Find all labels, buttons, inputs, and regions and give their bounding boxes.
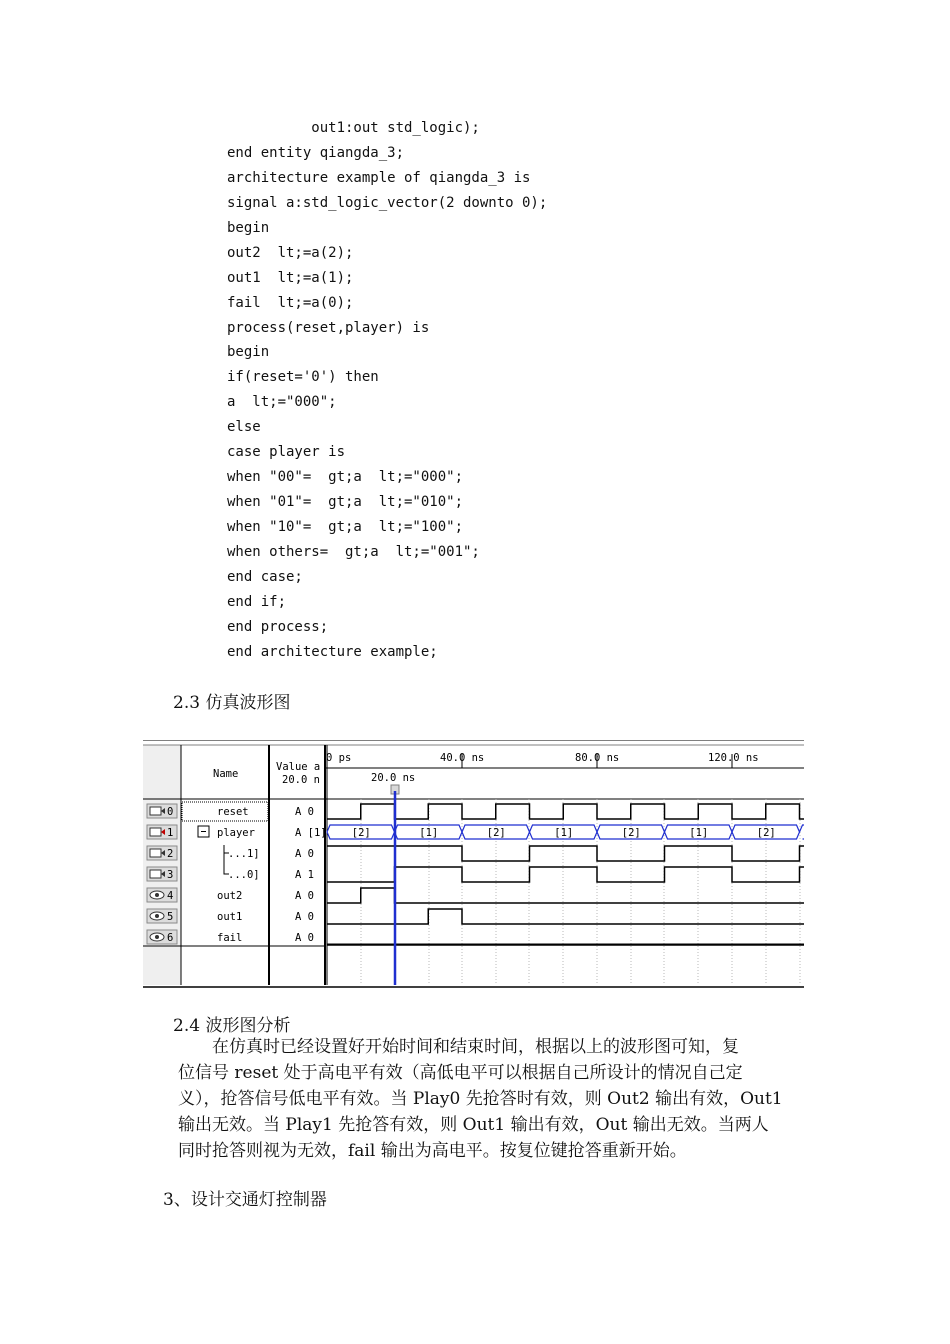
player-bit0-waveform — [327, 867, 804, 882]
code-line: begin — [227, 219, 270, 236]
code-line: when "00"= gt;a lt;="000"; — [227, 469, 464, 486]
signal-value-3: A 1 — [295, 869, 314, 881]
name-column-header: Name — [213, 768, 239, 780]
row-index-label: 1 — [167, 827, 174, 839]
analysis-paragraph — [178, 1034, 818, 1164]
waveform-viewer — [143, 740, 804, 988]
row-index-label: 6 — [167, 932, 174, 944]
code-line: out1:out std_logic); — [227, 120, 480, 136]
input-pin-icon — [150, 828, 161, 836]
player-bus-label: [1] — [419, 827, 439, 839]
signal-name-5: out1 — [217, 911, 243, 923]
code-line: end architecture example; — [227, 643, 438, 660]
signal-value-6: A 0 — [295, 932, 314, 944]
code-line: else — [227, 419, 261, 436]
code-line: if(reset='0') then — [227, 369, 379, 386]
paragraph-line: 义），抢答信号低电平有效。当 Play0 先抢答时有效，则 Out2 输出有效，Out1 — [178, 1089, 783, 1109]
time-tick-2: 80.0 ns — [575, 752, 620, 764]
code-line: when "01"= gt;a lt;="010"; — [227, 494, 464, 511]
code-line: a lt;="000"; — [227, 394, 337, 411]
player-bus-label: [2] — [621, 827, 641, 839]
signal-name-0: reset — [217, 806, 249, 818]
code-line: case player is — [227, 444, 346, 461]
row-index-label: 2 — [167, 848, 174, 860]
player-bus-label: [2] — [756, 827, 776, 839]
code-line: end process; — [227, 618, 329, 635]
time-tick-0: 0 ps — [326, 752, 352, 764]
signal-name-3: ...0] — [228, 869, 260, 881]
section-heading-2-4: 2.4 波形图分析 — [173, 1016, 291, 1036]
signal-name-6: fail — [217, 932, 243, 944]
output-pin-dot-icon — [155, 935, 159, 939]
row-index-label: 5 — [167, 911, 174, 923]
row-index-label: 0 — [167, 806, 174, 818]
code-line: out1 lt;=a(1); — [227, 269, 354, 286]
player-bit1-waveform — [327, 846, 804, 861]
output-pin-dot-icon — [155, 893, 159, 897]
code-line: architecture example of qiangda_3 is — [227, 169, 531, 186]
value-column-header: Value a — [276, 761, 321, 773]
code-line: out2 lt;=a(2); — [227, 244, 354, 261]
code-line: when "10"= gt;a lt;="100"; — [227, 519, 464, 535]
reset-waveform — [327, 804, 804, 819]
signal-value-0: A 0 — [295, 806, 314, 818]
output-pin-dot-icon — [155, 914, 159, 918]
paragraph-line: 输出无效。当 Play1 先抢答有效，则 Out1 输出有效，Out 输出无效。当两人 — [178, 1115, 769, 1135]
code-line: end entity qiangda_3; — [227, 144, 405, 161]
code-line: fail lt;=a(0); — [227, 294, 354, 311]
row-index-label: 3 — [167, 869, 174, 881]
signal-name-4: out2 — [217, 890, 243, 902]
cursor-time-label: 20.0 ns — [371, 772, 416, 784]
index-column-panel — [143, 745, 181, 985]
signal-value-5: A 0 — [295, 911, 314, 923]
vhdl-code-block — [227, 116, 547, 665]
code-line: begin — [227, 344, 270, 361]
player-bus-label: [1] — [554, 827, 574, 839]
row-index-label: 4 — [167, 890, 174, 902]
signal-value-2: A 0 — [295, 848, 314, 860]
code-line: end if; — [227, 593, 287, 610]
player-bus-label: [2] — [486, 827, 506, 839]
input-pin-icon — [150, 870, 161, 878]
paragraph-line: 同时抢答则视为无效，fail 输出为高电平。按复位键抢答重新开始。 — [178, 1141, 687, 1161]
time-tick-3: 120.0 ns — [708, 752, 759, 764]
value-column-header-time: 20.0 n — [282, 774, 320, 786]
signal-name-2: ...1] — [228, 848, 260, 860]
player-bus-label: [1] — [689, 827, 709, 839]
signal-value-1: A [1] — [295, 827, 327, 839]
paragraph-line: 位信号 reset 处于高电平有效（高低电平可以根据自己所设计的情况自己定 — [178, 1063, 743, 1083]
code-line: signal a:std_logic_vector(2 downto 0); — [227, 194, 548, 211]
code-line: end case; — [227, 568, 303, 585]
input-pin-icon — [150, 849, 161, 857]
time-tick-1: 40.0 ns — [440, 752, 485, 764]
signal-name-1: player — [217, 827, 255, 839]
player-bus-label: [2] — [351, 827, 371, 839]
code-line: when others= gt;a lt;="001"; — [227, 543, 480, 560]
name-column-panel — [181, 745, 269, 985]
paragraph-line: 在仿真时已经设置好开始时间和结束时间，根据以上的波形图可知，复 — [178, 1037, 739, 1057]
section-heading-3: 3、设计交通灯控制器 — [163, 1190, 327, 1210]
input-pin-icon — [150, 807, 161, 815]
code-line: process(reset,player) is — [227, 319, 430, 336]
signal-value-4: A 0 — [295, 890, 314, 902]
section-heading-2-3: 2.3 仿真波形图 — [173, 693, 291, 713]
waveform-canvas — [143, 741, 804, 986]
